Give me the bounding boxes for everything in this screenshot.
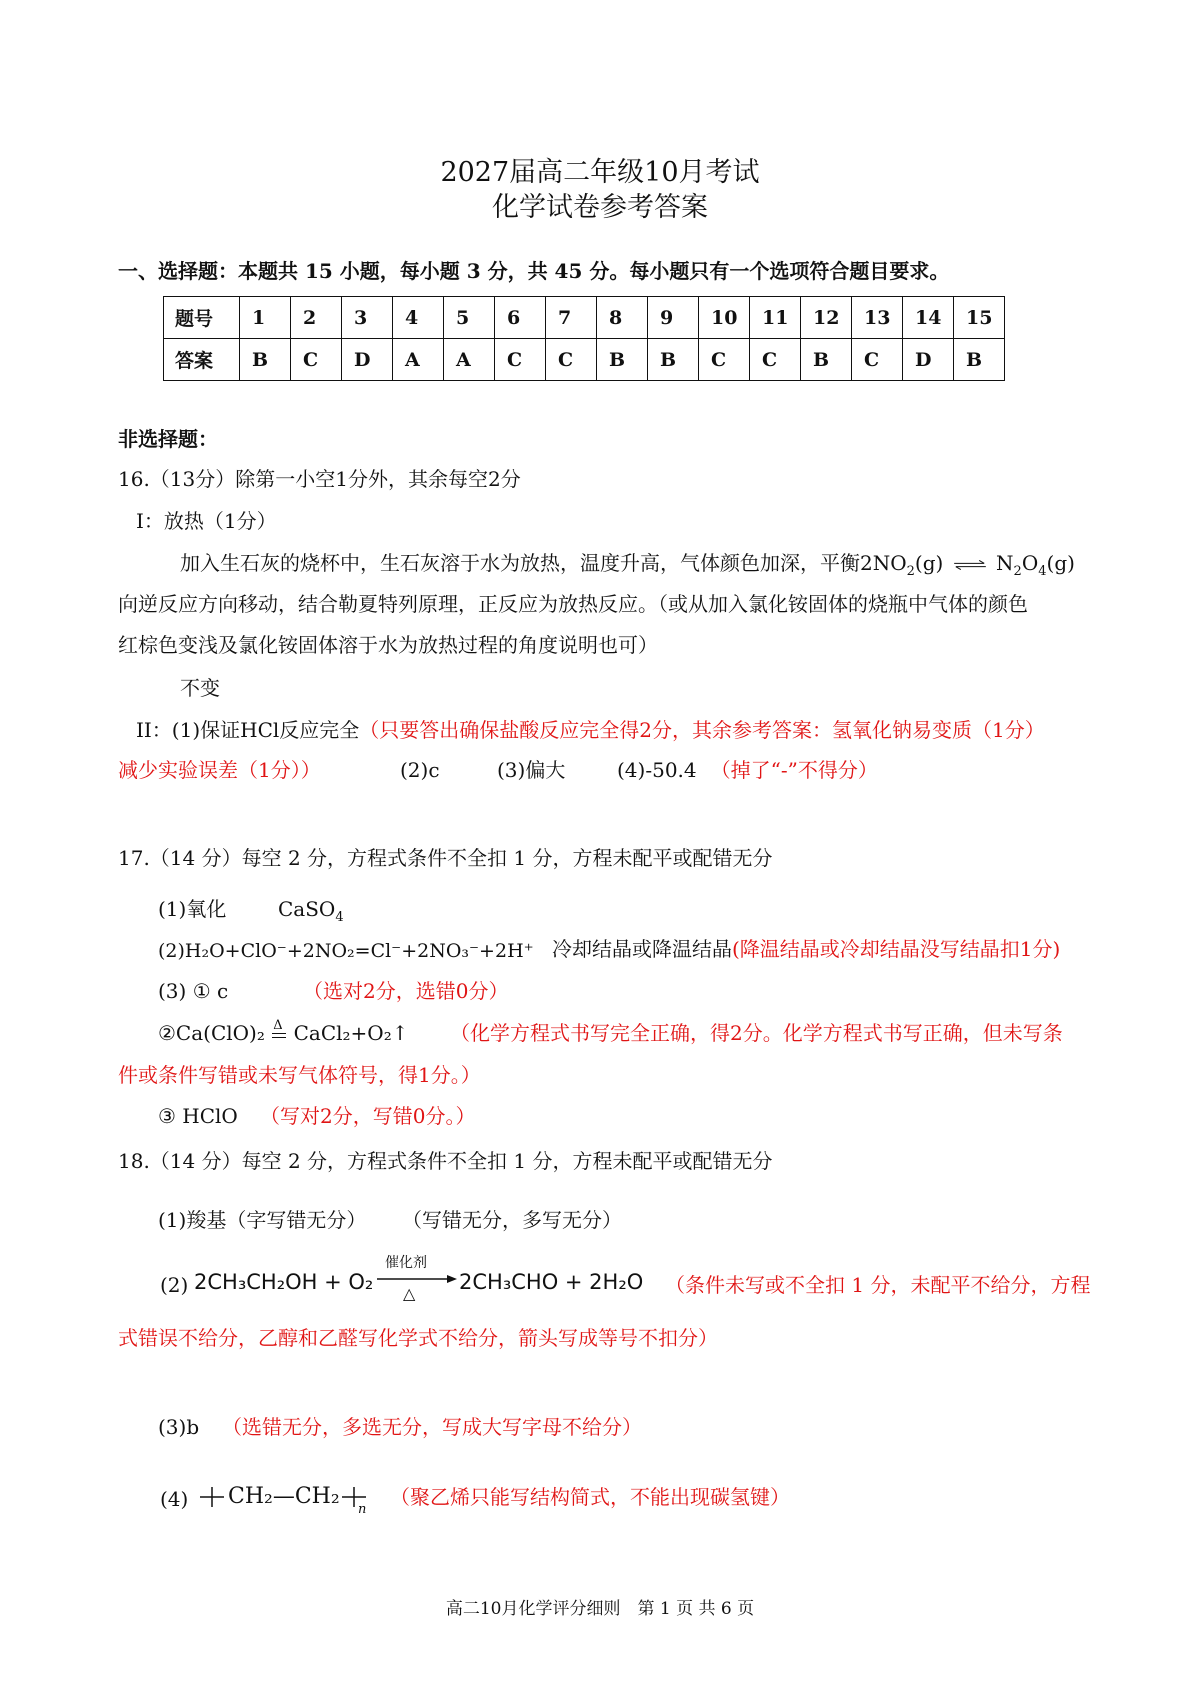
q17-a3-3: ③ HClO xyxy=(158,1104,238,1128)
q17-a2b: 冷却结晶或降温结晶(降温结晶或冷却结晶没写结晶扣1分) xyxy=(552,937,1061,961)
q16-para-line2: 向逆反应方向移动，结合勒夏特列原理，正反应为放热反应。（或从加入氯化铵固体的烧瓶中气体的颜色 xyxy=(118,592,1028,616)
q16-part2-note2: 减少实验误差（1分）） xyxy=(118,758,321,782)
q16-part2-3: (3)偏大 xyxy=(497,758,566,782)
q16-part2-4: (4)-50.4 （掉了“-”不得分） xyxy=(617,758,878,782)
q18-a2-arrow: 催化剂 △ xyxy=(377,1252,457,1302)
table-cell: D xyxy=(903,339,954,381)
q17-a2: (2)H₂O+ClO⁻+2NO₂=Cl⁻+2NO₃⁻+2H⁺ xyxy=(158,940,534,962)
table-cell: B xyxy=(240,339,291,381)
table-cell: C xyxy=(495,339,546,381)
table-cell: 11 xyxy=(750,297,801,339)
q16-part2-note: （只要答出确保盐酸反应完全得2分，其余参考答案：氢氧化钠易变质（1分） xyxy=(359,718,1045,742)
row-label-number: 题号 xyxy=(164,297,240,339)
right-arrow-icon xyxy=(377,1274,457,1284)
q18-a4-label: (4) xyxy=(160,1487,189,1511)
answer-table xyxy=(163,296,1005,381)
table-cell: 1 xyxy=(240,297,291,339)
table-cell: 15 xyxy=(954,297,1005,339)
q18-a3: (3)b xyxy=(158,1415,200,1439)
table-cell: B xyxy=(648,339,699,381)
table-cell: B xyxy=(801,339,852,381)
equilibrium-arrow-icon xyxy=(950,560,990,570)
q18-a2-left: 2CH₃CH₂OH + O₂ xyxy=(194,1270,374,1294)
q17-a3-2-note2: 件或条件写错或未写气体符号，得1分。） xyxy=(118,1063,481,1087)
table-cell: 3 xyxy=(342,297,393,339)
table-cell: 12 xyxy=(801,297,852,339)
table-cell: D xyxy=(342,339,393,381)
q16-bubian: 不变 xyxy=(180,676,220,700)
q18-a2-label: (2) xyxy=(160,1273,189,1297)
heat-equals-sign: Δ xyxy=(271,1025,287,1045)
page-footer: 高二10月化学评分细则 第 1 页 共 6 页 xyxy=(445,1599,755,1619)
page-title: 2027届高二年级10月考试 xyxy=(440,157,760,188)
q16-heading: 16.（13分）除第一小空1分外，其余每空2分 xyxy=(118,467,521,491)
table-cell: C xyxy=(291,339,342,381)
q18-a1b: （写错无分，多写无分） xyxy=(402,1208,622,1232)
table-cell: 13 xyxy=(852,297,903,339)
table-cell: 4 xyxy=(393,297,444,339)
table-cell: 7 xyxy=(546,297,597,339)
q17-a3-note: （选对2分，选错0分） xyxy=(303,979,509,1003)
table-cell: A xyxy=(444,339,495,381)
table-cell: B xyxy=(597,339,648,381)
table-cell: C xyxy=(852,339,903,381)
page-subtitle: 化学试卷参考答案 xyxy=(492,192,708,223)
table-cell: C xyxy=(699,339,750,381)
table-cell: 6 xyxy=(495,297,546,339)
q17-a1: (1)氧化 xyxy=(158,897,227,921)
bracket-left-icon xyxy=(198,1482,226,1512)
q16-para-line3: 红棕色变浅及氯化铵固体溶于水为放热过程的角度说明也可） xyxy=(118,633,658,657)
table-cell: C xyxy=(750,339,801,381)
table-row-answers xyxy=(164,339,1005,381)
table-cell: 2 xyxy=(291,297,342,339)
section2-heading: 非选择题： xyxy=(118,427,218,451)
table-cell: 9 xyxy=(648,297,699,339)
q17-a3: (3) ① c xyxy=(158,979,229,1003)
q16-para-line1: 加入生石灰的烧杯中，生石灰溶于水为放热，温度升高，气体颜色加深，平衡$2NO_2(g)$ $N_2O_4(g)$ xyxy=(180,551,1075,579)
table-cell: 14 xyxy=(903,297,954,339)
row-label-answer: 答案 xyxy=(164,339,240,381)
table-cell: 5 xyxy=(444,297,495,339)
q16-part2-2: (2)c xyxy=(400,758,440,782)
q18-a3-note: （选错无分，多选无分，写成大写字母不给分） xyxy=(222,1415,642,1439)
q18-a1: (1)羧基（字写错无分） xyxy=(158,1208,367,1232)
q17-a1b: CaSO$_4$ xyxy=(278,897,344,925)
q17-a3-2-note: （化学方程式书写完全正确，得2分。化学方程式书写正确，但未写条 xyxy=(450,1021,1063,1045)
q18-a4-note: （聚乙烯只能写结构简式，不能出现碳氢键） xyxy=(390,1485,790,1509)
section1-heading: 一、选择题：本题共 15 小题，每小题 3 分，共 45 分。每小题只有一个选项符合题目要求。 xyxy=(118,259,950,283)
q17-a3-2: ②Ca(ClO)₂ Δ CaCl₂+O₂↑ xyxy=(158,1017,409,1045)
table-cell: B xyxy=(954,339,1005,381)
q18-a2-note2: 式错误不给分，乙醇和乙醛写化学式不给分，箭头写成等号不扣分） xyxy=(118,1326,718,1350)
q18-a2-note: （条件未写或不全扣 1 分，未配平不给分，方程 xyxy=(665,1273,1091,1297)
table-cell: 8 xyxy=(597,297,648,339)
q16-part2: II：(1)保证HCl反应完全（只要答出确保盐酸反应完全得2分，其余参考答案：氢氧化钠易变质（1分） xyxy=(136,718,1045,742)
table-cell: A xyxy=(393,339,444,381)
table-cell: 10 xyxy=(699,297,750,339)
q18-a2-right: 2CH₃CHO + 2H₂O xyxy=(459,1270,644,1294)
q18-heading: 18.（14 分）每空 2 分，方程式条件不全扣 1 分，方程未配平或配错无分 xyxy=(118,1149,773,1173)
q16-part1-label: I：放热（1分） xyxy=(136,509,277,533)
q17-a3-3-note: （写对2分，写错0分。） xyxy=(260,1104,476,1128)
table-cell: C xyxy=(546,339,597,381)
q17-heading: 17.（14 分）每空 2 分，方程式条件不全扣 1 分，方程未配平或配错无分 xyxy=(118,846,773,870)
table-row-numbers xyxy=(164,297,1005,339)
